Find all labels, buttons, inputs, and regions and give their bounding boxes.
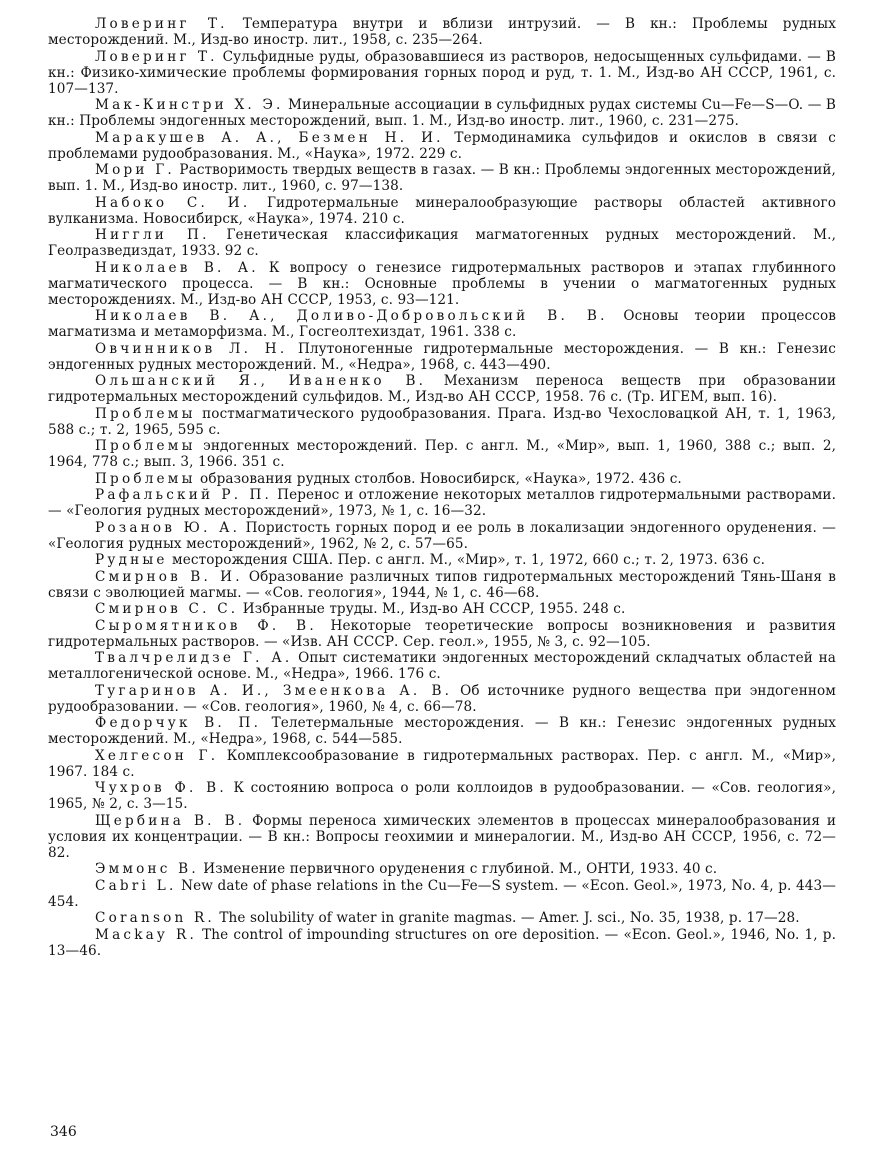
reference-author: Набоко С. И. <box>95 194 251 211</box>
reference-text: месторождения США. Пер. с англ. М., «Мир», т. 1, 1972, 660 с.; т. 2, 1973. 636 с. <box>167 552 766 568</box>
reference-entry <box>48 260 836 308</box>
reference-text: The solubility of water in granite magmas. — Amer. J. sci., No. 35, 1938, p. 17—28. <box>214 910 800 926</box>
reference-text: Механизм переноса веществ при образовании гидротермальных месторождений сульфидов. М., Изд-во АН СССР, 1958. 76 с. (Тр. ИГЕМ, вып. 16). <box>48 373 836 405</box>
reference-author: Эммонс В. <box>95 861 199 877</box>
reference-entry <box>48 162 836 194</box>
reference-text: Основы теории процессов магматизма и метаморфизма. М., Госгеолтехиздат, 1961. 338 с. <box>48 308 836 340</box>
reference-entry <box>48 227 836 259</box>
reference-entry <box>48 650 836 682</box>
reference-author: Coranson R. <box>95 910 215 926</box>
reference-author: Ниггли П. <box>95 227 210 243</box>
reference-entry <box>48 308 836 340</box>
reference-text: Телетермальные месторождения. — В кн.: Генезис эндогенных рудных месторождений. М., «Недра», 1968, с. 544—585. <box>48 715 837 747</box>
reference-author: Проблемы <box>95 470 196 487</box>
reference-text: Генетическая классификация магматогенных рудных месторождений. М., Геолразведиздат, 1933. 92 с. <box>48 227 836 259</box>
reference-text: постмагматического рудообразования. Прага. Изд-во Чехословацкой АН, т. 1, 1963, 588 с.; т. 2, 1965, 595 с. <box>48 405 836 438</box>
reference-author: Проблемы <box>95 405 196 422</box>
reference-text: Комплексообразование в гидротермальных растворах. Пер. с англ. М., «Мир», 1967. 184 с. <box>48 747 836 780</box>
reference-author: Ловеринг Т. <box>95 48 218 65</box>
reference-text: Избранные труды. М., Изд-во АН СССР, 1955. 248 с. <box>238 601 626 617</box>
reference-author: Рудные <box>95 552 168 568</box>
reference-text: образования рудных столбов. Новосибирск, «Наука», 1972. 436 с. <box>195 470 682 487</box>
reference-entry <box>48 780 836 812</box>
reference-author: Николаев В. А., Доливо-Добровольский В. В. <box>95 308 608 324</box>
reference-author: Твалчрелидзе Г. А. <box>95 650 293 666</box>
reference-author: Чухров Ф. В. <box>95 780 227 796</box>
reference-entry <box>48 130 836 162</box>
reference-author: Федорчук В. П. <box>95 715 262 731</box>
reference-text: Минеральные ассоциации в сульфидных рудах системы Cu—Fe—S—O. — В кн.: Проблемы эндогенных месторождений, вып. 1. М., Изд-во иностр. лит., 1960, с. 231—275. <box>48 97 836 129</box>
reference-entry <box>48 195 836 227</box>
reference-author: Mackay R. <box>95 926 198 943</box>
bibliography-page <box>48 16 836 959</box>
reference-author: Мори Г. <box>95 162 175 178</box>
reference-text: Некоторые теоретические вопросы возникновения и развития гидротермальных растворов. — «Изв. АН СССР. Сер. геол.», 1955, № 3, с. 92—105. <box>48 617 836 650</box>
reference-author: Проблемы <box>95 438 196 454</box>
reference-author: Cabri L. <box>95 877 177 894</box>
reference-text: эндогенных месторождений. Пер. с англ. М., «Мир», вып. 1, 1960, 388 с.; вып. 2, 1964, 778 с.; вып. 3, 1966. 351 с. <box>48 438 836 470</box>
reference-author: Николаев В. А. <box>95 259 259 276</box>
reference-text: New date of phase relations in the Cu—Fe—S system. — «Econ. Geol.», 1973, No. 4, p. 443—454. <box>48 877 836 910</box>
reference-author: Сыромятников Ф. В. <box>95 617 317 634</box>
reference-text: Растворимость твердых веществ в газах. — В кн.: Проблемы эндогенных месторождений, вып. 1. М., Изд-во иностр. лит., 1960, с. 97—138. <box>48 162 836 194</box>
reference-entry <box>48 471 836 487</box>
reference-text: Температура внутри и вблизи интрузий. — В кн.: Проблемы рудных месторождений. М., Изд-во иностр. лит., 1958, с. 235—264. <box>48 16 836 48</box>
reference-entry <box>48 861 836 877</box>
reference-author: Маракушев А. А., Безмен Н. И. <box>95 129 444 146</box>
reference-author: Тугаринов А. И., Змеенкова А. В. <box>95 682 453 699</box>
reference-text: Гидротермальные минералообразующие растворы областей активного вулканизма. Новосибирск, «Наука», 1974. 210 с. <box>48 194 837 227</box>
reference-entry <box>48 927 836 959</box>
reference-entry <box>48 813 836 861</box>
reference-text: К вопросу о генезисе гидротермальных растворов и этапах глубинного магматического процесса. — В кн.: Основные проблемы в учении о магматогенных рудных месторождениях. М., Изд-во АН СССР, 1953, с. 93—121. <box>48 259 836 308</box>
reference-author: Мак-Кинстри Х. Э. <box>95 97 284 113</box>
reference-entry <box>48 520 836 552</box>
reference-author: Розанов Ю. А. <box>95 519 241 536</box>
reference-entry <box>48 97 836 129</box>
reference-entry <box>48 618 836 650</box>
reference-author: Щербина В. В. <box>95 812 246 829</box>
reference-text: Сульфидные руды, образовавшиеся из растворов, недосыщенных сульфидами. — В кн.: Физико-химические проблемы формирования горных пород и руд, т. 1. М., Изд-во АН СССР, 1961, с. 107—137. <box>48 48 836 97</box>
page-number: 346 <box>50 1124 77 1140</box>
reference-text: Плутоногенные гидротермальные месторождения. — В кн.: Генезис эндогенных рудных месторождений. М., «Недра», 1968, с. 443—490. <box>48 340 836 373</box>
reference-entry <box>48 910 836 926</box>
reference-entry <box>48 748 836 780</box>
reference-entry <box>48 341 836 373</box>
reference-text: Перенос и отложение некоторых металлов гидротермальными растворами. — «Геология рудных месторождений», 1973, № 1, с. 16—32. <box>48 487 836 519</box>
reference-text: Об источнике рудного вещества при эндогенном рудообразовании. — «Сов. геология», 1960, № 4, с. 66—78. <box>48 682 836 715</box>
reference-entry <box>48 552 836 568</box>
reference-author: Овчинников Л. Н. <box>95 340 288 357</box>
reference-author: Рафальский Р. П. <box>95 487 273 503</box>
reference-text: Опыт систематики эндогенных месторождений складчатых областей на металлогенической основе. М., «Недра», 1966. 176 с. <box>48 650 836 682</box>
reference-entry <box>48 49 836 97</box>
reference-text: Термодинамика сульфидов и окислов в связи с проблемами рудообразования. М., «Наука», 1972. 229 с. <box>48 129 836 162</box>
reference-list <box>48 16 836 959</box>
reference-entry <box>48 487 836 519</box>
reference-entry <box>48 406 836 438</box>
reference-entry <box>48 569 836 601</box>
reference-author: Смирнов С. С. <box>95 601 239 617</box>
reference-text: Формы переноса химических элементов в процессах минералообразования и условия их концентрации. — В кн.: Вопросы геохимии и минералогии. М., Изд-во АН СССР, 1956, с. 72—82. <box>48 812 837 861</box>
reference-entry <box>48 601 836 617</box>
reference-text: Изменение первичного оруденения с глубиной. М., ОНТИ, 1933. 40 с. <box>198 861 718 877</box>
reference-entry <box>48 16 836 48</box>
reference-entry <box>48 878 836 910</box>
reference-entry <box>48 373 836 405</box>
reference-text: К состоянию вопроса о роли коллоидов в рудообразовании. — «Сов. геология», 1965, № 2, с. 3—15. <box>48 780 836 812</box>
reference-author: Ольшанский Я., Иваненко В. <box>95 373 427 389</box>
reference-entry <box>48 715 836 747</box>
reference-text: Пористость горных пород и ее роль в локализации эндогенного оруденения. — «Геология рудных месторождений», 1962, № 2, с. 57—65. <box>48 519 836 552</box>
reference-author: Хелгесон Г. <box>95 747 219 764</box>
reference-author: Ловеринг Т. <box>95 16 228 32</box>
reference-author: Смирнов В. И. <box>95 568 243 585</box>
reference-text: Образование различных типов гидротермальных месторождений Тянь-Шаня в связи с эволюцией магмы. — «Сов. геология», 1944, № 1, с. 46—68. <box>48 568 836 601</box>
reference-text: The control of impounding structures on ore deposition. — «Econ. Geol.», 1946, No. 1, p. 13—46. <box>48 926 836 959</box>
reference-entry <box>48 438 836 470</box>
reference-entry <box>48 683 836 715</box>
